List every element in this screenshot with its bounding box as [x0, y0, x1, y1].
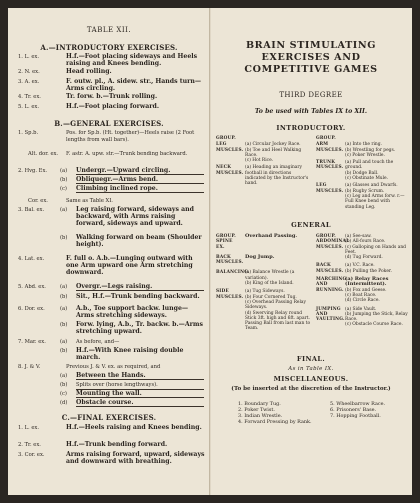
title-line: BRAIN STIMULATING — [245, 40, 377, 51]
row-number: 3. A. ex. — [18, 79, 40, 85]
list-item: 4. Forward Pressing by Rank. — [238, 419, 312, 426]
list-item: (c) Poker Wrestle. — [345, 152, 385, 158]
row-number: 4. Lat. ex. — [18, 256, 45, 262]
booklet-sheet — [8, 8, 412, 495]
misc-left-list — [238, 401, 328, 425]
group-label: ARM MUSCLES. — [316, 142, 344, 153]
row-sub-letter: (b) — [60, 235, 68, 241]
row-number: 5. Abd. ex. — [18, 284, 46, 290]
row-sub-letter: (b) — [60, 177, 68, 183]
row-number: 2. N. ex. — [18, 69, 40, 75]
row-number: 1. L. ex. — [18, 54, 39, 60]
section-heading-general: B.—GENERAL EXERCISES. — [54, 119, 164, 128]
row-number: Alt. dor. ex. — [28, 151, 59, 157]
row-sub-letter: (b) — [60, 348, 68, 354]
row-sub-letter: (b) — [60, 294, 68, 300]
introductory-right-column — [316, 136, 410, 210]
row-text: Between the Hands. — [76, 372, 204, 380]
list-item: 6. Prisoners' Base. — [330, 407, 377, 414]
row-text: Tr. forw. b.—Trunk rolling. — [66, 93, 158, 100]
row-sub-letter: (a) — [60, 207, 68, 213]
group-label: TRUNK MUSCLES. — [316, 160, 344, 171]
list-item: (a) Into the ring. — [345, 142, 382, 148]
row-sub-letter: (c) — [60, 186, 67, 192]
list-item: 1. Boundary Tug. — [238, 401, 281, 407]
row-text: H.f.—Heels raising and Knees bending. — [66, 424, 202, 431]
list-item: (a) Tug Sideways. — [245, 289, 285, 295]
row-number: 7. Mar. ex. — [18, 339, 46, 345]
group-label: BACK MUSCLES. — [216, 254, 244, 266]
list-item: (a) V.C. Race. — [345, 263, 375, 269]
list-item: Overhand Passing. — [245, 233, 298, 239]
list-item: 7. Hopping Football. — [330, 413, 381, 420]
row-text: Leg raising forward, sideways and backward, with Arms raising forward, sideways and upward. — [76, 206, 194, 228]
list-item: (c) Hot Rice. — [245, 158, 274, 164]
list-item: (c) Obstinate Mule. — [345, 176, 389, 182]
row-sub-letter: (a) — [60, 339, 68, 345]
row-number: 4. Tr. ex. — [18, 94, 41, 100]
row-text: F. outw. pl., A. sidew. str., Hands turn—Arms circling. — [66, 78, 202, 93]
introductory-heading: INTRODUCTORY. — [276, 124, 346, 132]
row-sub-letter: (c) — [60, 391, 67, 397]
list-item: (c) Overhead Passing Relay Sideways. — [245, 299, 307, 311]
row-text: Previous J. & V. ex. as required, and — [66, 364, 161, 370]
list-item: 2. Poker Twist. — [238, 407, 275, 414]
row-sub-letter: (b) — [60, 382, 68, 388]
section-heading-introductory: A.—INTRODUCTORY EXERCISES. — [40, 43, 178, 52]
title-line: EXERCISES AND — [261, 52, 361, 63]
list-item: (b) Fox and Geese. — [345, 287, 387, 293]
list-item: (b) Pulling the Poker. — [345, 268, 392, 274]
degree-heading: THIRD DEGREE — [279, 91, 343, 99]
list-item: (b) Jumping the Stick, Relay Race. — [345, 311, 408, 323]
row-text: Obstacle course. — [76, 399, 204, 407]
list-item: (a) Pull and touch the ground. — [345, 160, 394, 171]
row-sub-letter: (a) — [60, 306, 68, 312]
booklet-title — [210, 40, 412, 76]
row-text: Same as Table XI. — [66, 198, 113, 204]
row-text: H.f.—Foot placing forward. — [66, 103, 160, 110]
general-heading: GENERAL — [291, 221, 331, 229]
row-number: 1. Sp.b. — [18, 130, 39, 136]
list-item: 3. Indian Wrestle. — [238, 413, 283, 420]
row-sub-letter: (d) — [60, 400, 68, 406]
use-note: To be used with Tables IX to XII. — [254, 108, 368, 115]
misc-note: (To be inserted at the discretion of the Instructor.) — [231, 386, 391, 392]
list-item: (a) Glasses and Dwarfs. — [345, 183, 398, 189]
list-item: (d) Circle Race. — [345, 298, 380, 304]
row-number: 2. Tr. ex. — [18, 442, 41, 448]
group-label: GROUP. — [316, 136, 336, 141]
row-text: Pos. for Sp.b. (Ht. together)—Heels raise (2 Foot lengths from wall bars). — [66, 130, 195, 143]
list-item: (c) Galloping on Hands and Feet. — [345, 244, 406, 255]
row-text: Undergr.—Upward circling. — [76, 167, 204, 175]
group-label: MARCHING AND RUNNING. — [316, 277, 347, 293]
row-text: Sit., H.f.—Trunk bending backward. — [76, 293, 200, 300]
list-item: (b) Dodge Ball. — [345, 170, 379, 176]
row-text: H.f.—Trunk bending forward. — [66, 441, 168, 448]
row-text: F. full o. A.b.—Lunging outward with one Arm upward one Arm stretching downward. — [66, 255, 193, 277]
list-item: (d) Swerving Relay round Stick 3ft. high and 6ft. apart. Passing Ball from last man to Team. — [245, 310, 311, 332]
misc-heading: MISCELLANEOUS. — [273, 375, 349, 383]
row-sub-letter: (b) — [60, 322, 68, 328]
list-item: (a) Balance Wrestle (a variation). — [245, 270, 295, 281]
row-number: Cor. ex. — [28, 198, 48, 204]
row-number: 6. Dor. ex. — [18, 306, 45, 312]
row-number: 5. L. ex. — [18, 104, 39, 110]
list-item: (c) Leg and Arms forw. r.—Full Knee bend with standing Leg. — [345, 193, 405, 210]
misc-right-list — [330, 401, 410, 419]
row-number: 8. J. & V. — [18, 364, 41, 370]
general-right-column — [316, 234, 410, 328]
row-text: Arms raising forward, upward, sideways and downward with breathing. — [66, 451, 205, 466]
row-text: Splits over (horse lengthways). — [76, 382, 204, 390]
list-item: (a) Relay Races (Intermittent). — [345, 276, 389, 288]
group-label: GROUP. SPINE EX. — [216, 234, 236, 250]
list-item: 5. Wheelbarrow Race. — [330, 401, 386, 407]
list-item: (c) Boat Race. — [345, 292, 377, 298]
row-sub-letter: (a) — [60, 373, 68, 379]
list-item: (b) King of the Island. — [245, 281, 294, 287]
list-item: (b) Wrestling for pegs. — [345, 147, 396, 153]
row-text: F. astr. A. upw. str.—Trunk bending backward. — [66, 151, 188, 157]
row-text: Walking forward on beam (Shoulder height). — [76, 234, 202, 249]
final-note: As in Table IX. — [288, 366, 334, 372]
row-number: 2. Hvg. Ex. — [18, 168, 48, 174]
section-heading-final: C.—FINAL EXERCISES. — [61, 413, 157, 422]
row-text: Obliquegr.—Arms bend. — [76, 176, 204, 184]
group-label: LEG MUSCLES. — [216, 142, 244, 153]
list-item: Dog Jump. — [245, 253, 275, 260]
list-item: (b) Four Cornered Tug. — [245, 294, 297, 300]
group-label: GROUP. ABDOMINAL MUSCLES. — [316, 234, 350, 250]
group-label: LEG MUSCLES. — [316, 183, 344, 194]
list-item: (a) Heading an imaginary football in directions indicated by the Instructor's hand. — [245, 165, 309, 187]
row-text: A.b., Toe support backw. lunge—Arms stretching sideways. — [76, 305, 189, 320]
group-label: GROUP. — [216, 136, 236, 141]
list-item: (a) See-saw. — [345, 234, 372, 239]
row-sub-letter: (a) — [60, 168, 68, 174]
list-item: (a) Side Vault. — [345, 306, 377, 312]
group-label: BALANCING. — [216, 270, 250, 276]
row-text: Mounting the wall. — [76, 390, 204, 398]
row-text: H.f.—Foot placing sideways and Heels raising and Knees bending. — [66, 53, 198, 68]
list-item: (c) Obstacle Course Race. — [345, 322, 403, 328]
final-heading: FINAL. — [296, 355, 326, 363]
group-label: SIDE MUSCLES. — [216, 289, 244, 300]
group-label: NECK MUSCLES. — [216, 165, 244, 176]
row-text: H.f.—With Knee raising double march. — [76, 347, 184, 362]
row-text: Forw. lying, A.b., Tr. backw. b.—Arms stretching upward. — [76, 321, 203, 336]
list-item: (b) All-fours Race. — [345, 239, 386, 245]
row-sub-letter: (a) — [60, 284, 68, 290]
row-number: 1. L. ex. — [18, 425, 39, 431]
list-item: (d) Tug Forward. — [345, 255, 383, 261]
group-label: BACK MUSCLES. — [316, 263, 344, 274]
row-number: 3. Bal. ex. — [18, 207, 45, 213]
row-text: Overgr.—Legs raising. — [76, 283, 204, 291]
row-text: Climbing inclined rope. — [76, 185, 204, 193]
introductory-left-column — [216, 136, 312, 187]
general-left-column — [216, 234, 312, 332]
list-item: (b) Rugby Scrum. — [345, 188, 385, 194]
group-label: JUMPING AND VAULTING. — [316, 306, 345, 323]
row-number: 3. Cor. ex. — [18, 452, 45, 458]
list-item: (b) Toe and Heel Walking Race. — [245, 147, 302, 158]
row-text: As before, and— — [76, 339, 120, 345]
left-page — [8, 8, 210, 495]
table-title: TABLE XII. — [86, 26, 132, 34]
list-item: (a) Circular Jockey Race. — [245, 142, 301, 148]
title-line: COMPETITIVE GAMES — [244, 64, 378, 75]
right-page — [210, 8, 412, 495]
row-text: Head rolling. — [66, 68, 112, 75]
